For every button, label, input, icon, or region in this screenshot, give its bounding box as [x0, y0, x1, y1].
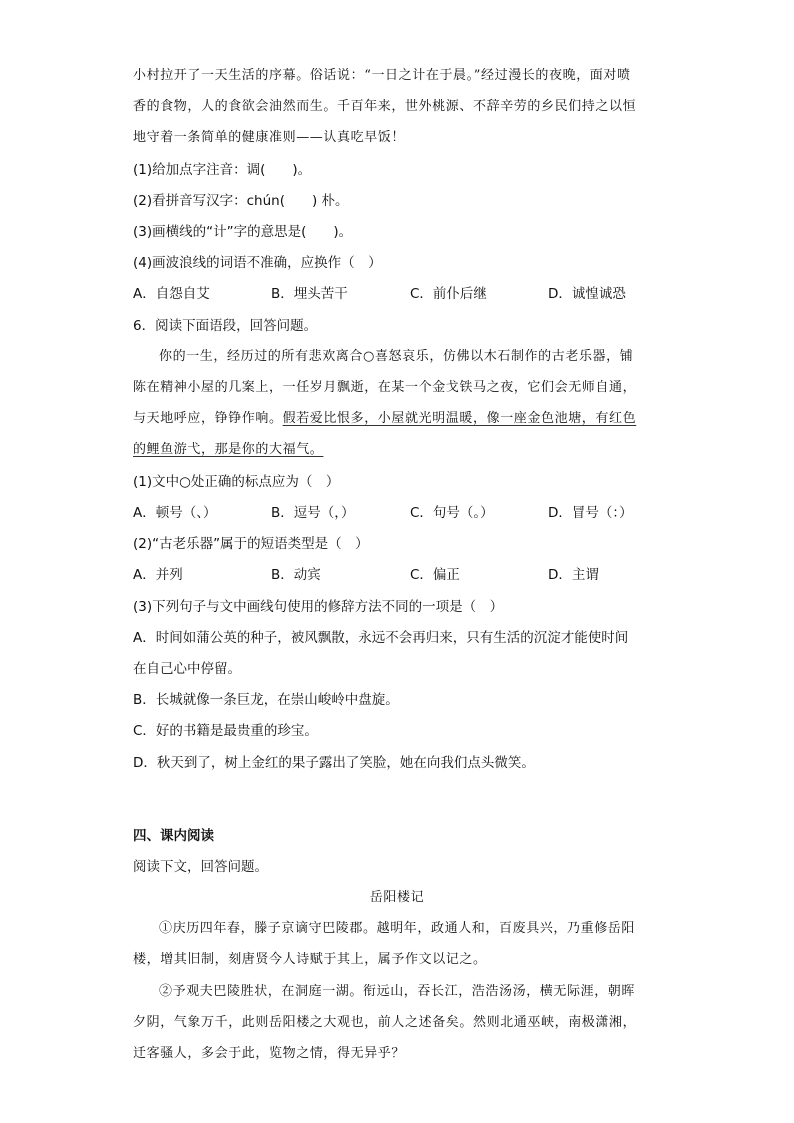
q6-underlined-sentence-part1: 假若爱比恨多，小屋就光明温暖，像一座金色池塘，有红色 [282, 411, 637, 426]
passage1-line3: 地守着一条简单的健康准则——认真吃早饭！ [133, 130, 406, 145]
q5-sub4: (4)画波浪线的词语不准确，应换作（ ） [133, 255, 382, 271]
q6-sub3: (3)下列句子与文中画线句使用的修辞方法不同的一项是（ ） [133, 599, 504, 615]
q5-option-b: B．埋头苦干 [271, 286, 348, 302]
q6-title: 6．阅读下面语段，回答问题。 [133, 318, 318, 334]
q6-passage-line2: 陈在精神小屋的几案上，一任岁月飘逝，在某一个金戈铁马之夜，它们会无师自通， [133, 380, 637, 395]
q6-sub1-option-a: A．顿号（、） [133, 505, 217, 521]
q6-sub2: (2)“古老乐器”属于的短语类型是（ ） [133, 536, 369, 552]
q5-sub1: (1)给加点字注音：调( )。 [133, 162, 312, 178]
q6-sub3-option-c: C．好的书籍是最贵重的珍宝。 [133, 723, 318, 739]
section4-heading: 四、课内阅读 [133, 828, 214, 844]
section4-p1-line2: 楼，增其旧制，刻唐贤今人诗赋于其上，属予作文以记之。 [133, 952, 487, 967]
q6-sub1-option-d: D．冒号（：） [548, 505, 633, 521]
section4-p2-line2: 夕阴，气象万千，此则岳阳楼之大观也，前人之述备矣。然则北通巫峡，南极潇湘， [133, 1015, 637, 1030]
q6-sub3-option-d: D．秋天到了，树上金红的果子露出了笑脸，她在向我们点头微笑。 [133, 755, 535, 771]
section4-text-title: 岳阳楼记 [369, 890, 425, 905]
q6-sub3-option-a-line2: 在自己心中停留。 [133, 661, 241, 677]
q5-option-a: A．自怨自艾 [133, 286, 210, 302]
q6-sub1: (1)文中○处正确的标点应为（ ） [133, 474, 340, 490]
passage1-line1: 小村拉开了一天生活的序幕。俗话说：“一日之计在于晨。”经过漫长的夜晚，面对喷 [133, 68, 631, 83]
section4-p2-line1: ②予观夫巴陵胜状，在洞庭一湖。衔远山，吞长江，浩浩汤汤，横无际涯，朝晖 [159, 984, 636, 999]
q5-option-d: D．诚惶诚恐 [548, 286, 626, 302]
q6-sub1-option-c: C．句号（。） [410, 505, 494, 521]
q5-option-c: C．前仆后继 [410, 286, 487, 302]
q6-sub2-option-b: B．动宾 [271, 567, 321, 583]
q6-passage-line3 [133, 409, 636, 429]
q6-sub3-option-b: B．长城就像一条巨龙，在崇山峻岭中盘旋。 [133, 692, 399, 708]
q6-underlined-sentence-part2: 的鲤鱼游弋，那是你的大福气。 [133, 442, 324, 457]
q5-sub2: (2)看拼音写汉字：chún( ) 朴。 [133, 193, 349, 209]
q6-sub1-option-b: B．逗号（，） [271, 505, 355, 521]
passage1-line2: 香的食物，人的食欲会油然而生。千百年来，世外桃源、不辞辛劳的乡民们持之以恒 [133, 99, 637, 114]
section4-p1-line1: ①庆历四年春，滕子京谪守巴陵郡。越明年，政通人和，百废具兴，乃重修岳阳 [159, 921, 636, 936]
q6-sub2-option-d: D．主谓 [548, 567, 599, 583]
q6-sub3-option-a-line1: A．时间如蒲公英的种子，被风飘散，永远不会再归来，只有生活的沉淀才能使时间 [133, 630, 629, 646]
q5-sub3: (3)画横线的“计”字的意思是( )。 [133, 224, 353, 240]
q6-sub2-option-c: C．偏正 [410, 567, 460, 583]
section4-p2-line3: 迁客骚人，多会于此，览物之情，得无异乎？ [133, 1046, 406, 1061]
q6-passage-line4 [133, 440, 323, 460]
q6-passage-line3-pre: 与天地呼应，铮铮作响。 [133, 411, 283, 426]
q6-passage-line1: 你的一生，经历过的所有悲欢离合○喜怒哀乐，仿佛以木石制作的古老乐器，铺 [159, 349, 634, 364]
q6-sub2-option-a: A．并列 [133, 567, 183, 583]
section4-instruction: 阅读下文，回答问题。 [133, 859, 268, 875]
